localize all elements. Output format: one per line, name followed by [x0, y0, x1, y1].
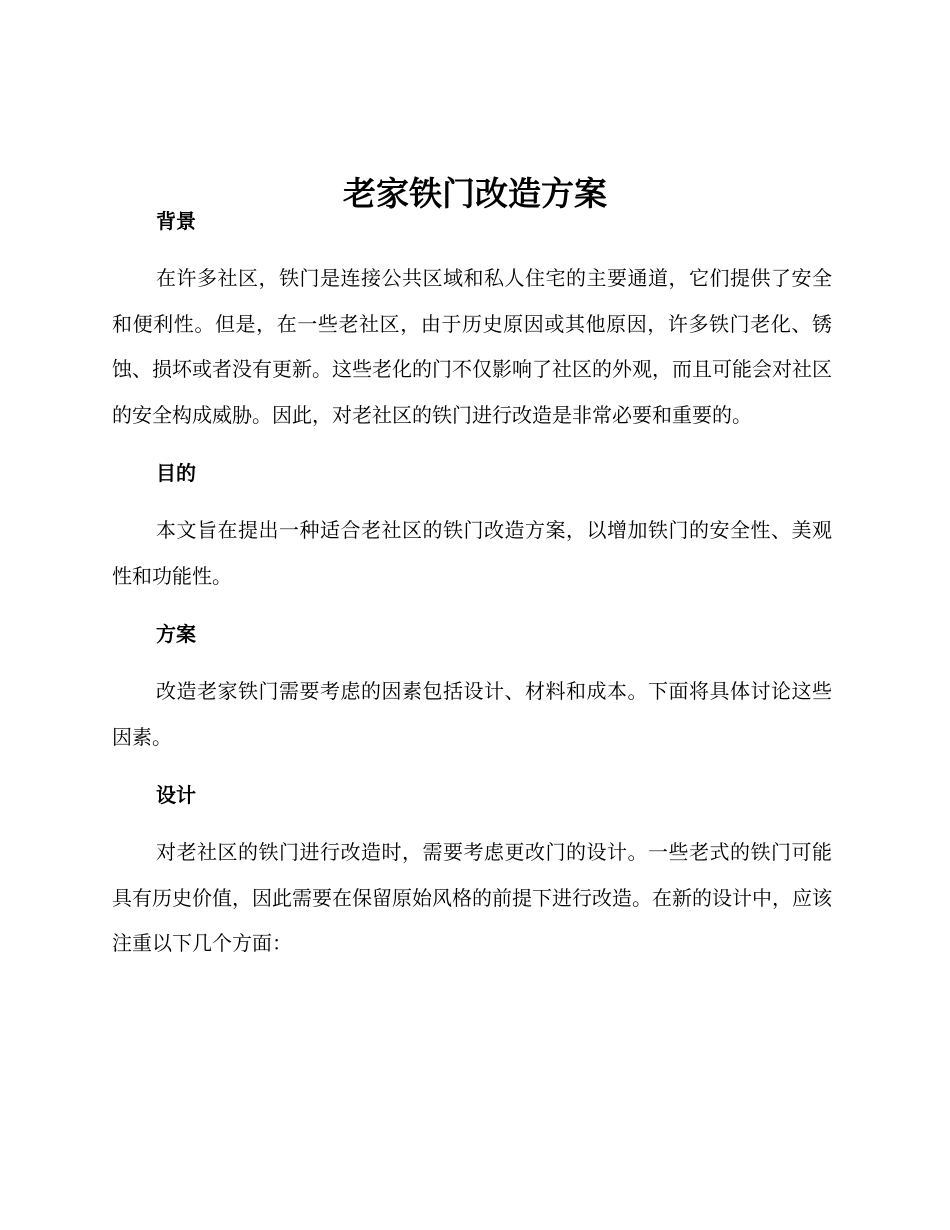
- page-title: 老家铁门改造方案: [343, 174, 607, 214]
- section-heading-background: 背景: [156, 209, 196, 233]
- section-heading-design: 设计: [156, 783, 196, 807]
- section-heading-plan: 方案: [156, 622, 196, 646]
- section-paragraph-design: 对老社区的铁门进行改造时，需要考虑更改门的设计。一些老式的铁门可能具有历史价值，因此需要在保留原始风格的前提下进行改造。在新的设计中，应该注重以下几个方面：: [112, 840, 832, 955]
- section-paragraph-background: 在许多社区，铁门是连接公共区域和私人住宅的主要通道，它们提供了安全和便利性。但是，在一些老社区，由于历史原因或其他原因，许多铁门老化、锈蚀、损坏或者没有更新。这些老化的门不仅影响了社区的外观，而且可能会对社区的安全构成威胁。因此，对老社区的铁门进行改造是非常必要和重要的。: [112, 266, 832, 427]
- section-heading-purpose: 目的: [156, 461, 196, 485]
- section-paragraph-plan: 改造老家铁门需要考虑的因素包括设计、材料和成本。下面将具体讨论这些因素。: [112, 679, 832, 749]
- document-body: [112, 199, 832, 980]
- section-paragraph-purpose: 本文旨在提出一种适合老社区的铁门改造方案，以增加铁门的安全性、美观性和功能性。: [112, 518, 832, 588]
